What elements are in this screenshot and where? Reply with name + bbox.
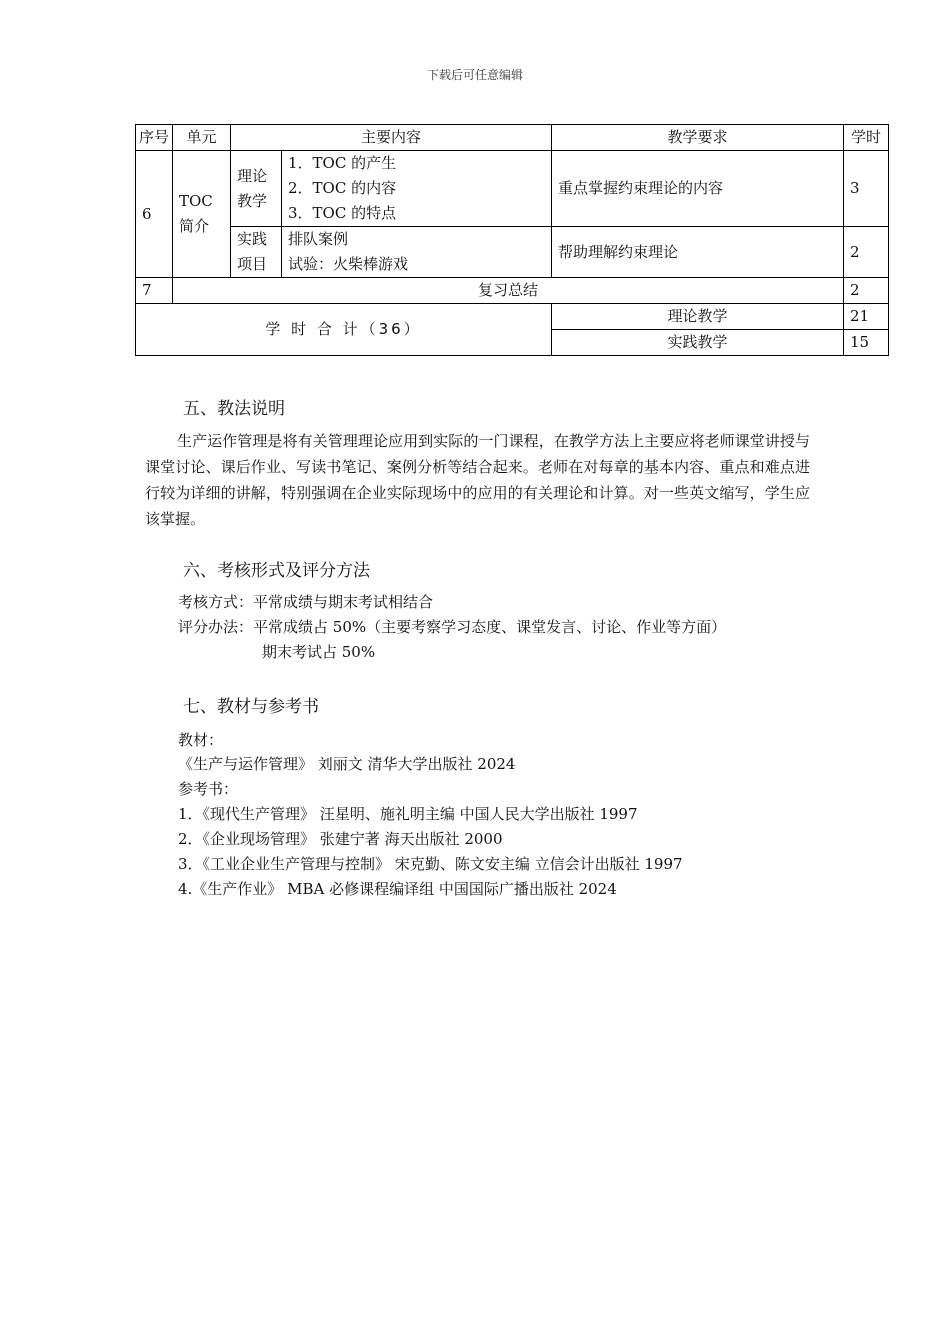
section-title: 五、教法说明 xyxy=(183,399,285,419)
review-content: 复习总结 xyxy=(173,278,844,304)
table-row xyxy=(136,304,889,330)
section-title: 七、教材与参考书 xyxy=(183,697,319,717)
practice-label-cell xyxy=(231,227,282,278)
theory-label: 理论 xyxy=(237,166,268,185)
theory-requirement: 重点掌握约束理论的内容 xyxy=(552,151,844,227)
total-practice-hours: 15 xyxy=(844,330,889,356)
header-hours: 学时 xyxy=(844,125,889,151)
unit-line: TOC xyxy=(179,192,213,210)
table-row xyxy=(136,151,889,227)
header-content: 主要内容 xyxy=(231,125,552,151)
total-label: 学 时 合 计（36） xyxy=(136,304,552,356)
header-no: 序号 xyxy=(136,125,173,151)
reference-item: 4.《生产作业》 MBA 必修课程编译组 中国国际广播出版社 2024 xyxy=(178,880,617,898)
list-item: 1．TOC 的产生 xyxy=(288,154,397,172)
practice-label: 实践 xyxy=(237,230,268,248)
unit-cell xyxy=(173,151,231,278)
row-no: 7 xyxy=(136,278,173,304)
score-line xyxy=(178,615,726,640)
header-unit: 单元 xyxy=(173,125,231,151)
list-item: 3．TOC 的特点 xyxy=(288,204,397,222)
textbook-label: 教材： xyxy=(178,731,224,749)
table-header-row xyxy=(136,125,889,151)
score-label: 评分办法： xyxy=(178,618,254,636)
refs-label: 参考书： xyxy=(178,780,239,798)
theory-label-cell xyxy=(231,151,282,227)
unit-line: 简介 xyxy=(179,217,210,235)
score-value: 平常成绩占 50%（主要考察学习态度、课堂发言、讨论、作业等方面） xyxy=(253,618,727,636)
course-hours-table xyxy=(135,124,889,356)
textbook-entry: 《生产与运作管理》 刘丽文 清华大学出版社 2024 xyxy=(178,755,516,773)
list-item: 2．TOC 的内容 xyxy=(288,179,397,197)
exam-value: 平常成绩与期末考试相结合 xyxy=(253,593,434,611)
table-row xyxy=(136,278,889,304)
exam-label: 考核方式： xyxy=(178,593,254,611)
score-line-2: 期末考试占 50% xyxy=(262,643,376,661)
header-requirement: 教学要求 xyxy=(552,125,844,151)
exam-line xyxy=(178,590,433,615)
reference-item: 3．《工业企业生产管理与控制》 宋克勤、陈文安主编 立信会计出版社 1997 xyxy=(178,855,683,873)
theory-hours: 3 xyxy=(844,151,889,227)
table-row xyxy=(136,227,889,278)
practice-hours: 2 xyxy=(844,227,889,278)
reference-item: 2．《企业现场管理》 张建宁著 海天出版社 2000 xyxy=(178,830,503,848)
review-hours: 2 xyxy=(844,278,889,304)
total-practice-label: 实践教学 xyxy=(552,330,844,356)
practice-requirement: 帮助理解约束理论 xyxy=(552,227,844,278)
practice-label: 项目 xyxy=(237,255,268,273)
total-theory-hours: 21 xyxy=(844,304,889,330)
practice-items-cell xyxy=(282,227,552,278)
section-title: 六、考核形式及评分方法 xyxy=(183,561,370,581)
theory-label: 教学 xyxy=(237,191,268,210)
list-item: 排队案例 xyxy=(288,230,349,248)
section-body: 生产运作管理是将有关管理理论应用到实际的一门课程，在教学方法上主要应将老师课堂讲授与课堂讨论、课后作业、写读书笔记、案例分析等结合起来。老师在对每章的基本内容、重点和难点进行较为详细的讲解，特别强调在企业实际现场中的应用的有关理论和计算。对一些英文缩写，学生应该掌握。 xyxy=(145,432,810,528)
header-note: 下载后可任意编辑 xyxy=(426,68,523,82)
theory-items-cell xyxy=(282,151,552,227)
list-item: 试验：火柴棒游戏 xyxy=(288,255,409,273)
total-theory-label: 理论教学 xyxy=(552,304,844,330)
row-no: 6 xyxy=(136,151,173,278)
reference-item: 1．《现代生产管理》 汪星明、施礼明主编 中国人民大学出版社 1997 xyxy=(178,805,638,823)
